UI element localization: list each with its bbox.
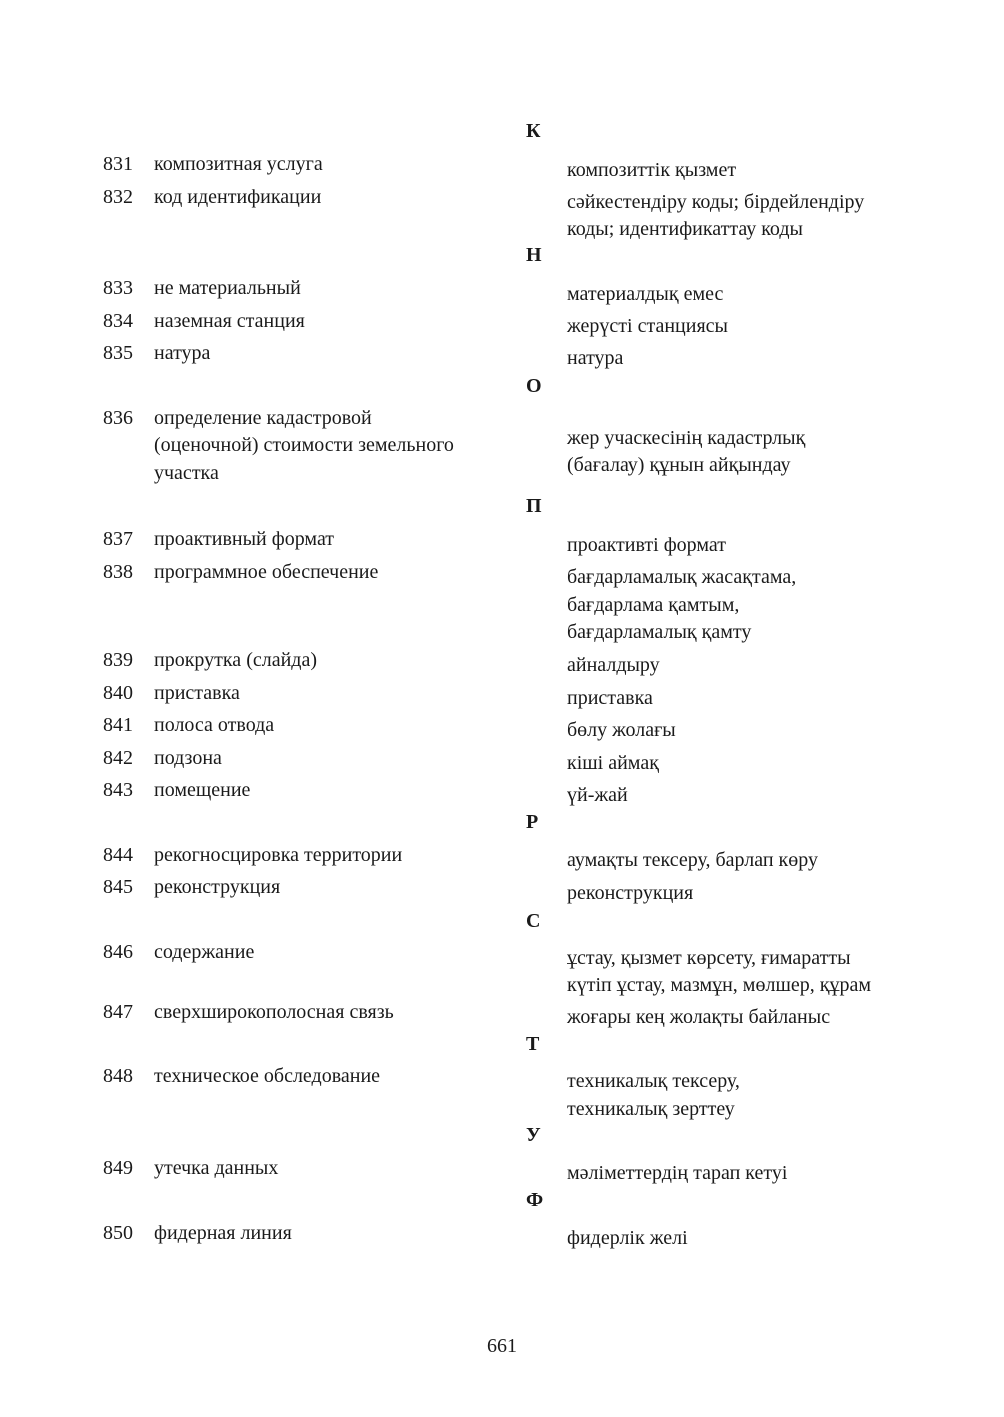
russian-term: код идентификации (154, 186, 322, 208)
entry-number: 842 (103, 747, 133, 769)
entry-number: 837 (103, 528, 133, 550)
russian-term: подзона (154, 747, 222, 769)
russian-term: полоса отвода (154, 714, 275, 736)
kazakh-term: үй-жай (567, 784, 628, 806)
kazakh-term: жоғары кең жолақты байланыс (567, 1006, 831, 1028)
kazakh-term: коды; идентификаттау коды (567, 218, 803, 240)
russian-term: композитная услуга (154, 153, 323, 175)
kazakh-term: техникалық зерттеу (567, 1098, 735, 1120)
entry-number: 834 (103, 310, 133, 332)
entry-number: 839 (103, 649, 133, 671)
entry-number: 833 (103, 277, 133, 299)
entry-number: 841 (103, 714, 133, 736)
russian-term: помещение (154, 779, 251, 801)
entry-number: 847 (103, 1001, 133, 1023)
russian-term: сверхширокополосная связь (154, 1001, 394, 1023)
russian-term: программное обеспечение (154, 561, 379, 583)
russian-term: не материальный (154, 277, 301, 299)
kazakh-term: проактивті формат (567, 534, 726, 556)
entry-number: 838 (103, 561, 133, 583)
russian-term: определение кадастровой (154, 407, 372, 429)
russian-term: рекогносцировка территории (154, 844, 403, 866)
russian-term: содержание (154, 941, 255, 963)
section-letter-f: Ф (526, 1189, 544, 1211)
russian-term: техническое обследование (154, 1065, 381, 1087)
entry-number: 835 (103, 342, 133, 364)
entry-number: 832 (103, 186, 133, 208)
entry-number: 843 (103, 779, 133, 801)
russian-term: участка (154, 462, 219, 484)
entry-number: 844 (103, 844, 133, 866)
russian-term: прокрутка (слайда) (154, 649, 317, 671)
entry-number: 845 (103, 876, 133, 898)
kazakh-term: сәйкестендіру коды; бірдейлендіру (567, 191, 865, 213)
entry-number: 849 (103, 1157, 133, 1179)
kazakh-term: (бағалау) құнын айқындау (567, 454, 791, 476)
section-letter-o: О (526, 375, 542, 397)
kazakh-term: реконструкция (567, 882, 694, 904)
kazakh-term: айналдыру (567, 654, 660, 676)
russian-term: утечка данных (154, 1157, 279, 1179)
entry-number: 831 (103, 153, 133, 175)
entry-number: 850 (103, 1222, 133, 1244)
section-letter-t: Т (526, 1033, 540, 1055)
kazakh-term: бағдарламалық жасақтама, (567, 566, 797, 588)
kazakh-term: техникалық тексеру, (567, 1070, 740, 1092)
kazakh-term: натура (567, 347, 624, 369)
page-number: 661 (487, 1335, 517, 1357)
section-letter-n: Н (526, 244, 542, 266)
section-letter-p: П (526, 495, 542, 517)
kazakh-term: приставка (567, 687, 653, 709)
kazakh-term: аумақты тексеру, барлап көру (567, 849, 818, 871)
kazakh-term: композиттік қызмет (567, 159, 737, 181)
kazakh-term: материалдық емес (567, 283, 724, 305)
section-letter-s: С (526, 910, 541, 932)
russian-term: (оценочной) стоимости земельного (154, 434, 454, 456)
kazakh-term: жер учаскесінің кадастрлық (567, 427, 806, 449)
kazakh-term: бағдарлама қамтым, (567, 594, 740, 616)
section-letter-u: У (526, 1124, 541, 1146)
russian-term: проактивный формат (154, 528, 335, 550)
russian-term: приставка (154, 682, 240, 704)
russian-term: фидерная линия (154, 1222, 292, 1244)
russian-term: натура (154, 342, 211, 364)
kazakh-term: бағдарламалық қамту (567, 621, 752, 643)
section-letter-k: К (526, 120, 541, 142)
kazakh-term: күтіп ұстау, мазмұн, мөлшер, құрам (567, 974, 871, 996)
entry-number: 840 (103, 682, 133, 704)
entry-number: 848 (103, 1065, 133, 1087)
kazakh-term: ұстау, қызмет көрсету, ғимаратты (567, 947, 851, 969)
kazakh-term: мәліметтердің тарап кетуі (567, 1162, 788, 1184)
entry-number: 836 (103, 407, 133, 429)
section-letter-r: Р (526, 811, 539, 833)
kazakh-term: бөлу жолағы (567, 719, 676, 741)
kazakh-term: фидерлік желі (567, 1227, 688, 1249)
russian-term: наземная станция (154, 310, 305, 332)
kazakh-term: жерүсті станциясы (567, 315, 728, 337)
entry-number: 846 (103, 941, 133, 963)
kazakh-term: кіші аймақ (567, 752, 659, 774)
russian-term: реконструкция (154, 876, 281, 898)
